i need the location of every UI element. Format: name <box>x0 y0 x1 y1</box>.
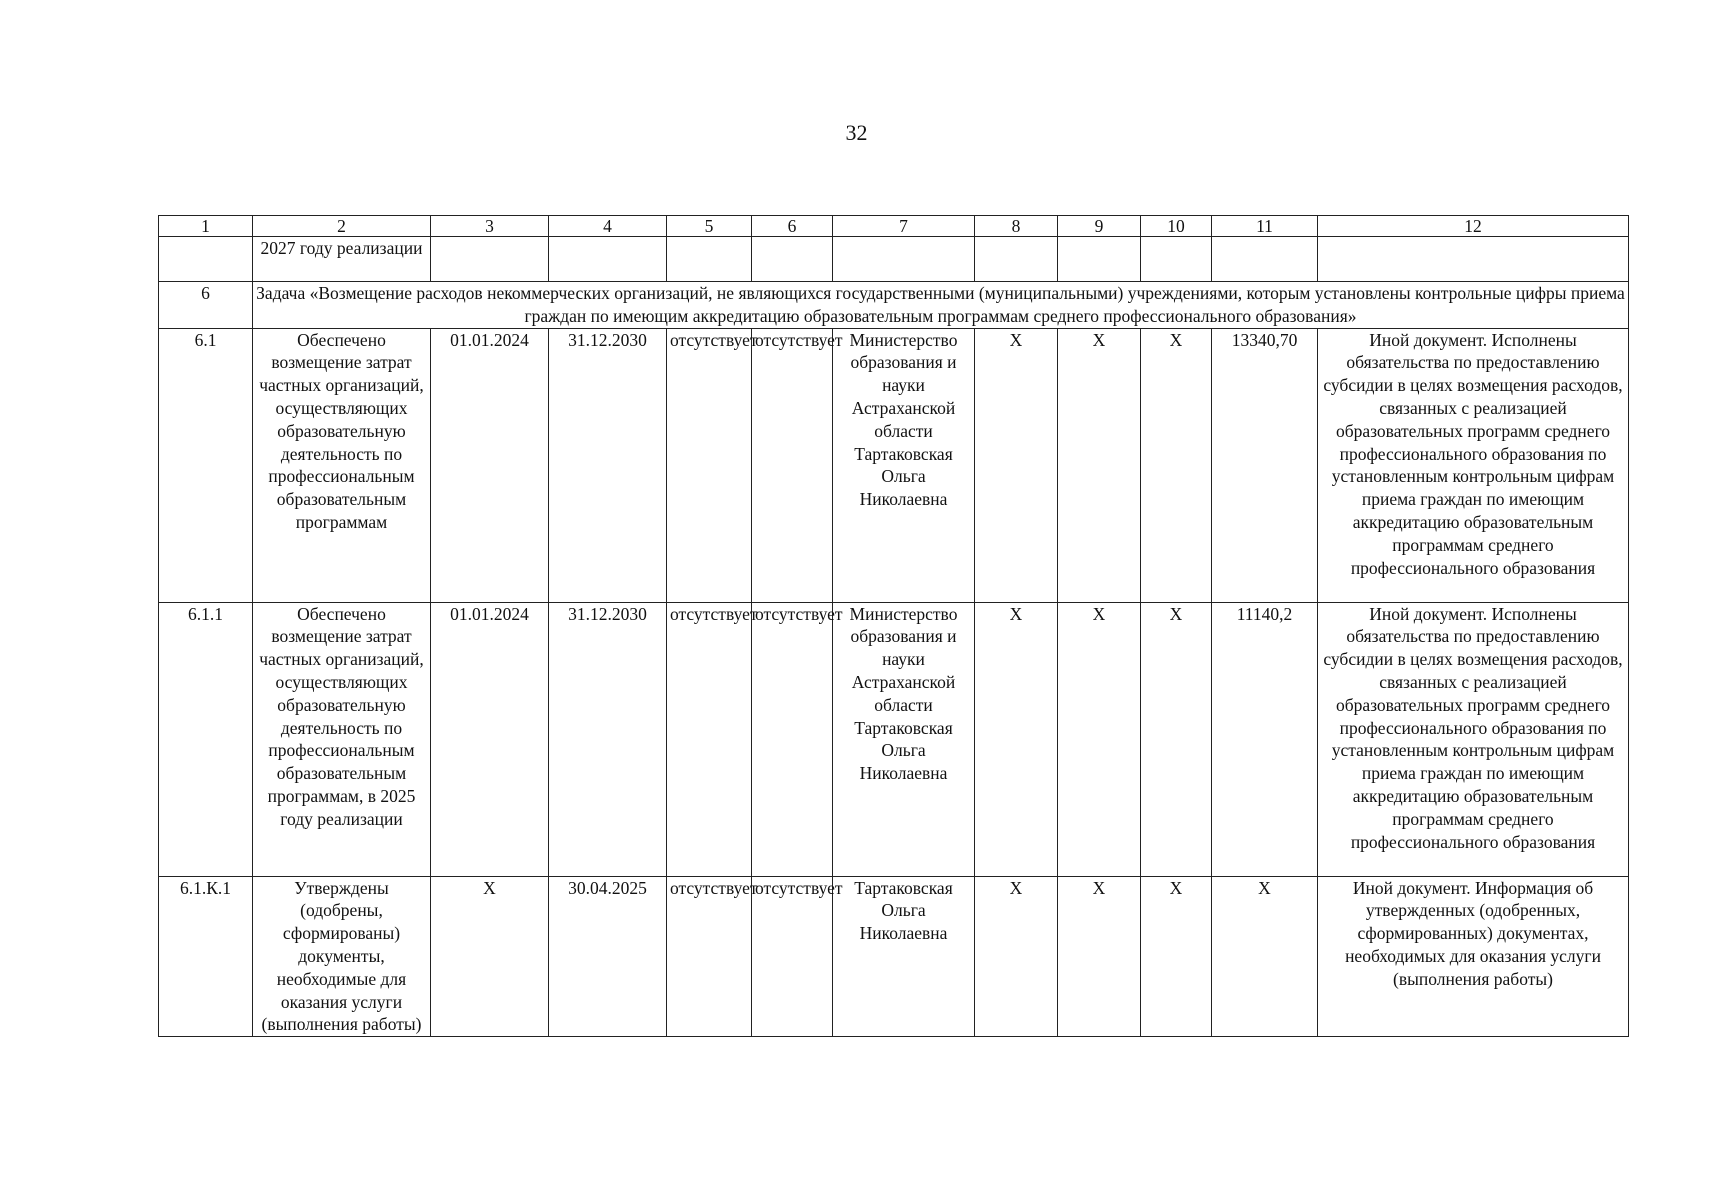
table-row <box>159 876 1629 1037</box>
cell-number: 6.1.1 <box>159 602 253 876</box>
cell-start-date: 01.01.2024 <box>431 328 549 602</box>
column-number: 2 <box>253 216 431 237</box>
column-number: 9 <box>1058 216 1141 237</box>
column-number: 4 <box>549 216 667 237</box>
cell-empty <box>1318 237 1629 282</box>
cell-empty <box>975 237 1058 282</box>
cell-amount: X <box>1212 876 1318 1037</box>
cell-col10: X <box>1141 876 1212 1037</box>
cell-empty <box>549 237 667 282</box>
cell-col6: отсутствует <box>752 876 833 1037</box>
cell-col9: X <box>1058 328 1141 602</box>
cell-result-name: Обеспечено возмещение затрат частных организаций, осуществляющих образовательную деятельность по профессиональным образовательным программам <box>253 328 431 602</box>
cell-responsible: Министерство образования и науки Астраханской области Тартаковская Ольга Николаевна <box>833 602 975 876</box>
cell-end-date: 31.12.2030 <box>549 328 667 602</box>
cell-col5: отсутствует <box>667 602 752 876</box>
column-number: 11 <box>1212 216 1318 237</box>
cell-amount: 13340,70 <box>1212 328 1318 602</box>
plan-table <box>158 215 1629 1037</box>
cell-name-continued: 2027 году реализации <box>253 237 431 282</box>
task-row <box>159 282 1629 329</box>
column-number: 7 <box>833 216 975 237</box>
column-number: 12 <box>1318 216 1629 237</box>
cell-responsible: Министерство образования и науки Астраханской области Тартаковская Ольга Николаевна <box>833 328 975 602</box>
cell-col8: X <box>975 876 1058 1037</box>
cell-empty <box>1058 237 1141 282</box>
cell-col8: X <box>975 328 1058 602</box>
column-number: 6 <box>752 216 833 237</box>
cell-end-date: 30.04.2025 <box>549 876 667 1037</box>
column-number-row <box>159 216 1629 237</box>
cell-result-name: Обеспечено возмещение затрат частных организаций, осуществляющих образовательную деятельность по профессиональным образовательным программам, в 2025 году реализации <box>253 602 431 876</box>
column-number: 3 <box>431 216 549 237</box>
cell-empty <box>159 237 253 282</box>
cell-amount: 11140,2 <box>1212 602 1318 876</box>
cell-col10: X <box>1141 602 1212 876</box>
table-row <box>159 602 1629 876</box>
cell-number: 6.1 <box>159 328 253 602</box>
column-number: 8 <box>975 216 1058 237</box>
cell-number: 6.1.К.1 <box>159 876 253 1037</box>
task-title: Задача «Возмещение расходов некоммерческих организаций, не являющихся государственными (муниципальными) учреждениями, которым установлены контрольные цифры приема граждан по имеющим аккредитацию образовательным программам среднего профессионального образования» <box>253 282 1629 329</box>
cell-col5: отсутствует <box>667 876 752 1037</box>
cell-col6: отсутствует <box>752 602 833 876</box>
cell-empty <box>431 237 549 282</box>
cell-col9: X <box>1058 602 1141 876</box>
column-number: 1 <box>159 216 253 237</box>
cell-empty <box>667 237 752 282</box>
cell-document: Иной документ. Информация об утвержденных (одобренных, сформированных) документах, необходимых для оказания услуги (выполнения работы) <box>1318 876 1629 1037</box>
cell-start-date: X <box>431 876 549 1037</box>
cell-col6: отсутствует <box>752 328 833 602</box>
cell-empty <box>752 237 833 282</box>
column-number: 10 <box>1141 216 1212 237</box>
cell-document: Иной документ. Исполнены обязательства по предоставлению субсидии в целях возмещения расходов, связанных с реализацией образовательных программ среднего профессионального образования по установленным контрольным цифрам приема граждан по имеющим аккредитацию образовательным программам среднего профессионального образования <box>1318 602 1629 876</box>
cell-start-date: 01.01.2024 <box>431 602 549 876</box>
continuation-row <box>159 237 1629 282</box>
column-number: 5 <box>667 216 752 237</box>
cell-empty <box>1141 237 1212 282</box>
page-number: 32 <box>845 120 868 145</box>
cell-result-name: Утверждены (одобрены, сформированы) документы, необходимые для оказания услуги (выполнения работы) <box>253 876 431 1037</box>
cell-end-date: 31.12.2030 <box>549 602 667 876</box>
cell-responsible: Тартаковская Ольга Николаевна <box>833 876 975 1037</box>
cell-col10: X <box>1141 328 1212 602</box>
cell-col5: отсутствует <box>667 328 752 602</box>
cell-empty <box>833 237 975 282</box>
cell-col9: X <box>1058 876 1141 1037</box>
table-row <box>159 328 1629 602</box>
cell-empty <box>1212 237 1318 282</box>
cell-col8: X <box>975 602 1058 876</box>
task-number: 6 <box>159 282 253 329</box>
cell-document: Иной документ. Исполнены обязательства по предоставлению субсидии в целях возмещения расходов, связанных с реализацией образовательных программ среднего профессионального образования по установленным контрольным цифрам приема граждан по имеющим аккредитацию образовательным программам среднего профессионального образования <box>1318 328 1629 602</box>
